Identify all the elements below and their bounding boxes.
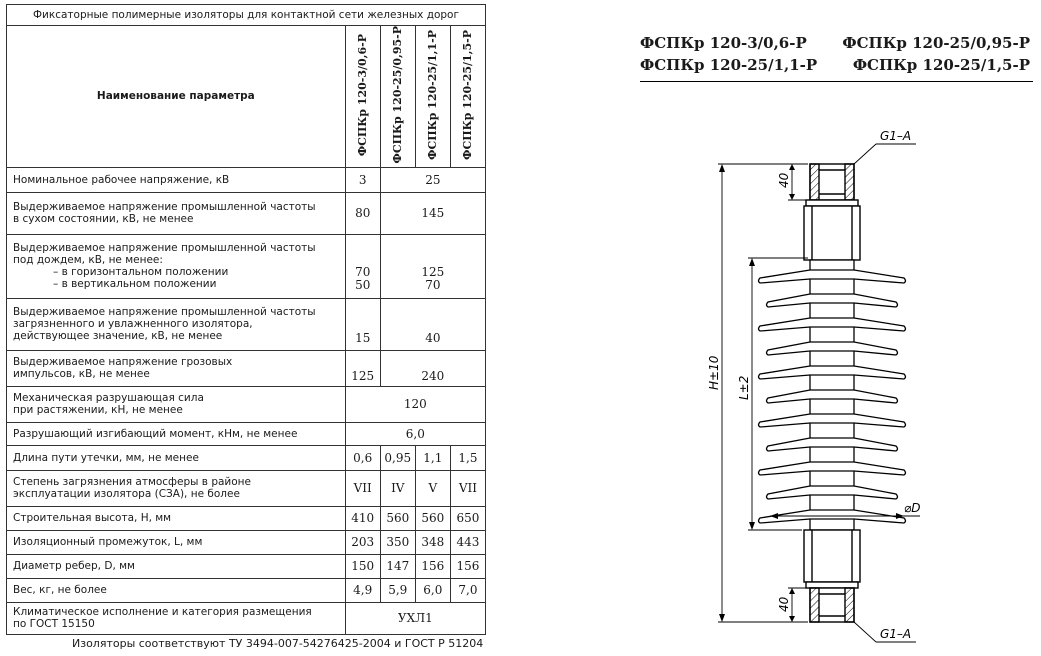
model-label-4: ФСПКр 120-25/1,5-Р bbox=[852, 56, 1030, 74]
row-value: 15 bbox=[345, 298, 380, 350]
row-label: Изоляционный промежуток, L, мм bbox=[7, 530, 346, 554]
table-row bbox=[7, 530, 486, 554]
row-label: Диаметр ребер, D, мм bbox=[7, 554, 346, 578]
row-value: УХЛ1 bbox=[345, 602, 485, 634]
row-label: Строительная высота, Н, мм bbox=[7, 506, 346, 530]
row-label: Механическая разрушающая сила при растяжении, кН, не менее bbox=[7, 386, 346, 422]
row-value: 125 70 bbox=[380, 234, 485, 298]
bottom-fitting-dimension: 40 bbox=[777, 596, 791, 612]
table-row bbox=[7, 470, 486, 506]
row-value: 147 bbox=[380, 554, 415, 578]
row-value: 145 bbox=[380, 192, 485, 234]
row-value: 40 bbox=[380, 298, 485, 350]
row-value: 560 bbox=[415, 506, 450, 530]
table-row bbox=[7, 506, 486, 530]
footer-note: Изоляторы соответствуют ТУ 3494-007-54276425-2004 и ГОСТ Р 51204 bbox=[72, 637, 484, 650]
row-value: 5,9 bbox=[380, 578, 415, 602]
diameter-dimension: ⌀D bbox=[904, 501, 921, 515]
table-row bbox=[7, 554, 486, 578]
table-row bbox=[7, 234, 486, 298]
row-value: 125 bbox=[345, 350, 380, 386]
row-label-cell bbox=[7, 234, 346, 298]
top-fitting bbox=[804, 164, 860, 260]
table-row bbox=[7, 167, 486, 192]
model-list bbox=[640, 34, 1040, 78]
row-value: 650 bbox=[450, 506, 485, 530]
row-value: VII bbox=[345, 470, 380, 506]
table-row bbox=[7, 386, 486, 422]
model-label-3: ФСПКр 120-25/1,1-Р bbox=[640, 56, 818, 74]
row-label: Выдерживаемое напряжение промышленной частоты под дождем, кВ, не менее: bbox=[13, 242, 316, 267]
table-row bbox=[7, 298, 486, 350]
row-value: VII bbox=[450, 470, 485, 506]
row-label: Климатическое исполнение и категория размещения по ГОСТ 15150 bbox=[7, 602, 346, 634]
row-value: 6,0 bbox=[345, 422, 485, 445]
model-label-2: ФСПКр 120-25/0,95-Р bbox=[842, 34, 1030, 52]
row-value: 0,6 bbox=[345, 445, 380, 470]
row-value: 156 bbox=[415, 554, 450, 578]
gap-dimension: L±2 bbox=[737, 375, 751, 400]
table-row bbox=[7, 422, 486, 445]
row-value: 0,95 bbox=[380, 445, 415, 470]
insulator-sheds bbox=[759, 260, 906, 530]
table-row bbox=[7, 578, 486, 602]
model-label-1: ФСПКр 120-3/0,6-Р bbox=[640, 34, 807, 52]
row-value: 443 bbox=[450, 530, 485, 554]
row-value: 4,9 bbox=[345, 578, 380, 602]
thread-label-bottom: G1–A bbox=[880, 627, 912, 641]
row-value: 70 50 bbox=[345, 234, 380, 298]
row-label: Выдерживаемое напряжение промышленной частоты в сухом состоянии, кВ, не менее bbox=[7, 192, 346, 234]
thread-label-top: G1–A bbox=[880, 129, 912, 143]
row-label: Выдерживаемое напряжение грозовых импульсов, кВ, не менее bbox=[7, 350, 346, 386]
top-fitting-dimension: 40 bbox=[777, 172, 791, 188]
row-value: 120 bbox=[345, 386, 485, 422]
row-label: Номинальное рабочее напряжение, кВ bbox=[7, 167, 346, 192]
row-value: 156 bbox=[450, 554, 485, 578]
row-value: 240 bbox=[380, 350, 485, 386]
table-row bbox=[7, 192, 486, 234]
row-label: Разрушающий изгибающий момент, кНм, не менее bbox=[7, 422, 346, 445]
header-rule bbox=[640, 81, 1033, 82]
row-value: V bbox=[415, 470, 450, 506]
row-value: 80 bbox=[345, 192, 380, 234]
param-header: Наименование параметра bbox=[7, 26, 346, 168]
row-value: 1,5 bbox=[450, 445, 485, 470]
row-value: 348 bbox=[415, 530, 450, 554]
row-value: 1,1 bbox=[415, 445, 450, 470]
row-value: 6,0 bbox=[415, 578, 450, 602]
spec-table bbox=[6, 4, 486, 635]
table-header-row bbox=[7, 26, 486, 168]
row-sublabel-horizontal: – в горизонтальном положении bbox=[53, 266, 229, 279]
row-value: 203 bbox=[345, 530, 380, 554]
row-value: 3 bbox=[345, 167, 380, 192]
row-value: 150 bbox=[345, 554, 380, 578]
model-header-3: ФСПКр 120-25/1,1-Р bbox=[415, 26, 450, 168]
row-value: 350 bbox=[380, 530, 415, 554]
row-value: 25 bbox=[380, 167, 485, 192]
row-label: Степень загрязнения атмосферы в районе эксплуатации изолятора (СЗА), не более bbox=[7, 470, 346, 506]
row-label: Вес, кг, не более bbox=[7, 578, 346, 602]
row-value: IV bbox=[380, 470, 415, 506]
table-title: Фиксаторные полимерные изоляторы для контактной сети железных дорог bbox=[7, 5, 486, 26]
row-value: 560 bbox=[380, 506, 415, 530]
table-row bbox=[7, 602, 486, 634]
row-value: 7,0 bbox=[450, 578, 485, 602]
height-dimension: H±10 bbox=[707, 355, 721, 390]
table-title-row bbox=[7, 5, 486, 26]
row-label: Длина пути утечки, мм, не менее bbox=[7, 445, 346, 470]
insulator-drawing bbox=[690, 120, 950, 650]
row-value: 410 bbox=[345, 506, 380, 530]
model-header-4: ФСПКр 120-25/1,5-Р bbox=[450, 26, 485, 168]
row-label: Выдерживаемое напряжение промышленной частоты загрязненного и увлажненного изолятора, действующее значение, кВ, не менее bbox=[7, 298, 346, 350]
model-header-1: ФСПКр 120-3/0,6-Р bbox=[345, 26, 380, 168]
table-row bbox=[7, 445, 486, 470]
bottom-fitting bbox=[804, 530, 860, 622]
model-header-2: ФСПКр 120-25/0,95-Р bbox=[380, 26, 415, 168]
row-sublabel-vertical: – в вертикальном положении bbox=[53, 278, 217, 291]
table-row bbox=[7, 350, 486, 386]
